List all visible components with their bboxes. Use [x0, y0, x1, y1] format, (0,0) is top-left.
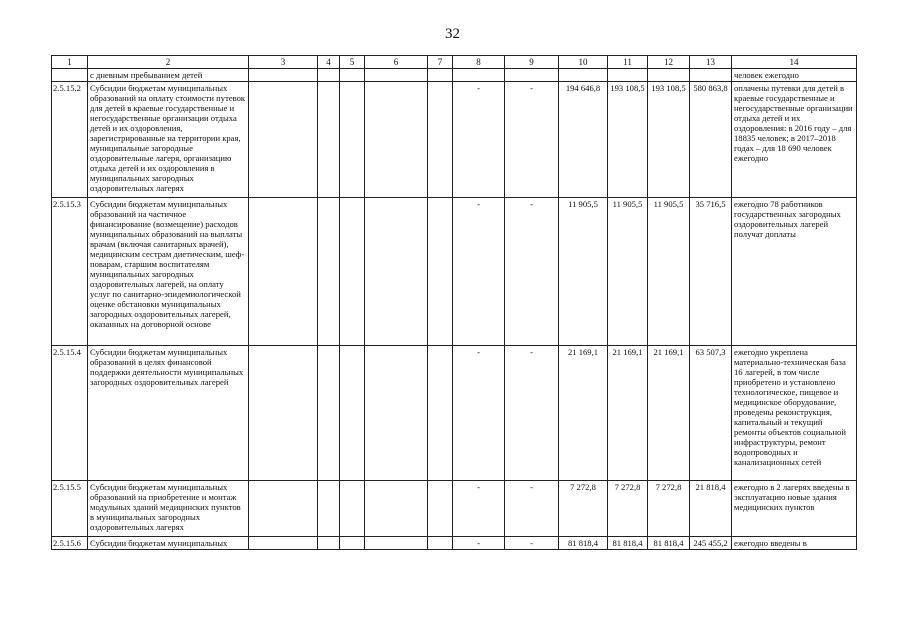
table-cell [428, 69, 453, 82]
table-cell [318, 346, 340, 481]
table-cell [428, 481, 453, 537]
amount-cell: 193 108,5 [648, 82, 690, 198]
amount-cell: 81 818,4 [608, 537, 648, 550]
table-cell [340, 69, 365, 82]
description-cell: Субсидии бюджетам муниципальных образований на частичное финансирование (возмещение) расходов муниципальных образований на выплаты врачам (включая санитарных врачей), медицинским сестрам диетическим, шеф-поварам, старшим воспитателям муниципальных загородных оздоровительных лагерей, на оплату услуг по санитарно-эпидемиологической оценке обстановки муниципальных загородных оздоровительных лагерей, оказанных на договорной основе [88, 198, 249, 346]
item-code: 2.5.15.2 [52, 82, 88, 198]
table-cell [318, 69, 340, 82]
value-cell: - [453, 537, 505, 550]
value-cell: - [505, 82, 559, 198]
amount-cell: 21 169,1 [648, 346, 690, 481]
value-cell: - [505, 198, 559, 346]
table-cell [428, 198, 453, 346]
amount-cell: 7 272,8 [559, 481, 608, 537]
table-cell [249, 346, 318, 481]
table-cell [453, 69, 505, 82]
column-number: 4 [318, 56, 340, 69]
result-cell: ежегодно в 2 лагерях введены в эксплуатацию новые здания медицинских пунктов [732, 481, 857, 537]
table-cell [249, 69, 318, 82]
table-row [52, 69, 857, 82]
amount-cell: 81 818,4 [559, 537, 608, 550]
column-number: 10 [559, 56, 608, 69]
amount-cell: 7 272,8 [608, 481, 648, 537]
column-number: 13 [690, 56, 732, 69]
result-cell: человек ежегодно [732, 69, 857, 82]
description-cell: Субсидии бюджетам муниципальных образований на оплату стоимости путевок для детей в краевые государственные и негосударственные организации отдыха детей и их оздоровления, зарегистрированные на территории края, муниципальные загородные оздоровительные лагеря, организацию отдыха детей и их оздоровления в муниципальных загородных оздоровительных лагерях [88, 82, 249, 198]
amount-cell: 63 507,3 [690, 346, 732, 481]
table-cell [428, 82, 453, 198]
amount-cell: 11 905,5 [559, 198, 608, 346]
column-number: 1 [52, 56, 88, 69]
amount-cell: 21 169,1 [559, 346, 608, 481]
column-number: 14 [732, 56, 857, 69]
column-number: 11 [608, 56, 648, 69]
amount-cell: 11 905,5 [648, 198, 690, 346]
amount-cell: 35 716,5 [690, 198, 732, 346]
table-cell [340, 481, 365, 537]
page-number: 32 [445, 26, 460, 42]
table-cell [249, 82, 318, 198]
value-cell: - [453, 481, 505, 537]
table-cell [365, 346, 428, 481]
value-cell: - [505, 537, 559, 550]
result-cell: ежегодно укреплена материально-техническая база 16 лагерей, в том числе приобретено и установлено технологическое, пищевое и медицинское оборудование, проведены реконструкция, капитальный и текущий ремонты объектов социальной инфраструктуры, ремонт водопроводных и канализационных сетей [732, 346, 857, 481]
table-cell [340, 198, 365, 346]
program-table [51, 55, 857, 550]
amount-cell: 580 863,8 [690, 82, 732, 198]
description-cell: с дневным пребыванием детей [88, 69, 249, 82]
table-cell [690, 69, 732, 82]
description-cell: Субсидии бюджетам муниципальных [88, 537, 249, 550]
amount-cell: 21 169,1 [608, 346, 648, 481]
result-cell: оплачены путевки для детей в краевые государственные и негосударственные организации отдыха детей и их оздоровления: в 2016 году – для 18835 человек; в 2017–2018 годах – для 18 690 человек ежегодно [732, 82, 857, 198]
table-cell [608, 69, 648, 82]
table-cell [340, 346, 365, 481]
value-cell: - [505, 346, 559, 481]
item-code: 2.5.15.3 [52, 198, 88, 346]
amount-cell: 245 455,2 [690, 537, 732, 550]
amount-cell: 194 646,8 [559, 82, 608, 198]
table-cell [318, 481, 340, 537]
item-code: 2.5.15.5 [52, 481, 88, 537]
column-number: 9 [505, 56, 559, 69]
column-number-row [52, 56, 857, 69]
amount-cell: 193 108,5 [608, 82, 648, 198]
table-cell [318, 198, 340, 346]
value-cell: - [505, 481, 559, 537]
table-cell [365, 537, 428, 550]
table-cell [340, 537, 365, 550]
column-number: 12 [648, 56, 690, 69]
table-cell [559, 69, 608, 82]
table-cell [318, 537, 340, 550]
value-cell: - [453, 198, 505, 346]
table-cell [365, 69, 428, 82]
column-number: 6 [365, 56, 428, 69]
value-cell: - [453, 346, 505, 481]
table-cell [365, 82, 428, 198]
table-cell [428, 537, 453, 550]
item-code: 2.5.15.4 [52, 346, 88, 481]
result-cell: ежегодно введены в [732, 537, 857, 550]
table-cell [505, 69, 559, 82]
table-cell [249, 198, 318, 346]
table-cell [365, 481, 428, 537]
table-cell [340, 82, 365, 198]
table-row [52, 198, 857, 346]
column-number: 5 [340, 56, 365, 69]
table-row [52, 481, 857, 537]
table-row [52, 346, 857, 481]
amount-cell: 11 905,5 [608, 198, 648, 346]
table-row [52, 537, 857, 550]
column-number: 3 [249, 56, 318, 69]
table-cell [365, 198, 428, 346]
column-number: 7 [428, 56, 453, 69]
description-cell: Субсидии бюджетам муниципальных образований в целях финансовой поддержки деятельности муниципальных загородных оздоровительных лагерей [88, 346, 249, 481]
table-cell [249, 481, 318, 537]
amount-cell: 21 818,4 [690, 481, 732, 537]
amount-cell: 81 818,4 [648, 537, 690, 550]
description-cell: Субсидии бюджетам муниципальных образований на приобретение и монтаж модульных зданий медицинских пунктов в муниципальных загородных оздоровительных лагерях [88, 481, 249, 537]
table-cell [648, 69, 690, 82]
table-cell [428, 346, 453, 481]
table-cell [249, 537, 318, 550]
amount-cell: 7 272,8 [648, 481, 690, 537]
column-number: 8 [453, 56, 505, 69]
table-row [52, 82, 857, 198]
column-number: 2 [88, 56, 249, 69]
item-code: 2.5.15.6 [52, 537, 88, 550]
value-cell: - [453, 82, 505, 198]
table-cell [318, 82, 340, 198]
result-cell: ежегодно 78 работников государственных загородных оздоровительных лагерей получат доплаты [732, 198, 857, 346]
table-cell [52, 69, 88, 82]
